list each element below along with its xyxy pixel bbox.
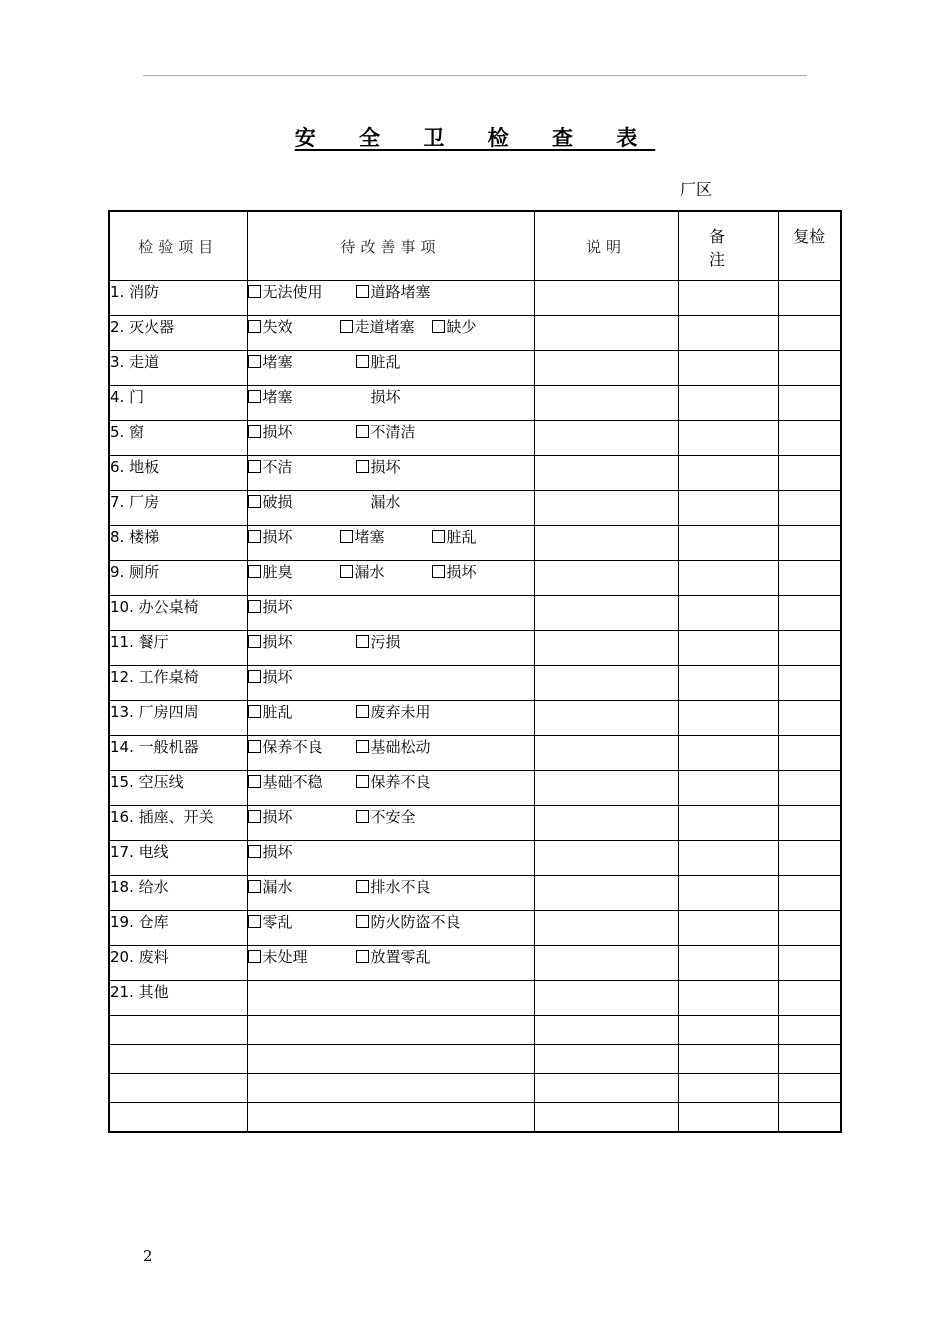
blank-cell[interactable] [247, 1074, 534, 1103]
blank-cell[interactable] [678, 1103, 778, 1133]
issue-label: 漏水 [370, 493, 401, 511]
header-notes: 说明 [534, 211, 678, 281]
issue-label: 损坏 [262, 633, 293, 651]
checkbox[interactable] [356, 635, 369, 648]
remark-cell[interactable] [678, 351, 778, 386]
remark-cell[interactable] [678, 421, 778, 456]
issue-label: 脏臭 [262, 563, 293, 581]
issue-label: 污损 [370, 633, 401, 651]
remark-cell[interactable] [678, 806, 778, 841]
table-row [109, 456, 841, 491]
item-cell: 11. 餐厅 [109, 631, 247, 666]
issue-label: 无法使用 [262, 283, 323, 301]
top-rule [143, 75, 807, 76]
checkbox[interactable] [340, 565, 353, 578]
issue-option [248, 701, 293, 722]
table-row [109, 841, 841, 876]
issue-label: 损坏 [262, 528, 293, 546]
notes-cell[interactable] [534, 631, 678, 666]
remark-cell[interactable] [678, 701, 778, 736]
table-row [109, 421, 841, 456]
notes-cell[interactable] [534, 386, 678, 421]
table-row [109, 526, 841, 561]
issue-label: 损坏 [262, 423, 293, 441]
checkbox[interactable] [248, 285, 261, 298]
blank-cell[interactable] [247, 1103, 534, 1133]
notes-cell[interactable] [534, 456, 678, 491]
issue-label: 破损 [262, 493, 293, 511]
item-cell: 4. 门 [109, 386, 247, 421]
checkbox[interactable] [340, 530, 353, 543]
issue-option [356, 281, 431, 302]
checkbox[interactable] [248, 775, 261, 788]
notes-cell[interactable] [534, 351, 678, 386]
issue-option [356, 946, 431, 967]
item-cell: 10. 办公桌椅 [109, 596, 247, 631]
recheck-cell[interactable] [778, 736, 841, 771]
issue-option [340, 526, 385, 547]
table-row [109, 386, 841, 421]
recheck-cell[interactable] [778, 316, 841, 351]
item-cell: 6. 地板 [109, 456, 247, 491]
recheck-cell[interactable] [778, 911, 841, 946]
blank-row [109, 1074, 841, 1103]
blank-row [109, 1103, 841, 1133]
checkbox[interactable] [340, 320, 353, 333]
checkbox[interactable] [432, 530, 445, 543]
issue-label: 保养不良 [370, 773, 431, 791]
issues-cell [247, 351, 534, 386]
notes-cell[interactable] [534, 981, 678, 1016]
checkbox[interactable] [356, 950, 369, 963]
notes-cell[interactable] [534, 596, 678, 631]
blank-cell[interactable] [534, 1016, 678, 1045]
item-cell: 9. 厕所 [109, 561, 247, 596]
remark-cell[interactable] [678, 841, 778, 876]
issue-option [248, 316, 293, 337]
issue-label: 不洁 [262, 458, 293, 476]
page-title: 安 全 卫 检 查 表 [294, 126, 656, 150]
table-row [109, 666, 841, 701]
issue-option [432, 561, 477, 582]
checkbox[interactable] [248, 740, 261, 753]
issue-label: 道路堵塞 [370, 283, 431, 301]
issue-label: 废弃未用 [370, 703, 431, 721]
blank-row [109, 1016, 841, 1045]
issue-label: 漏水 [354, 563, 385, 581]
checkbox[interactable] [248, 530, 261, 543]
checkbox[interactable] [248, 320, 261, 333]
checkbox[interactable] [432, 320, 445, 333]
item-cell: 13. 厂房四周 [109, 701, 247, 736]
issue-label: 排水不良 [370, 878, 431, 896]
remark-cell[interactable] [678, 491, 778, 526]
blank-cell[interactable] [778, 1016, 841, 1045]
issue-label: 不安全 [370, 808, 416, 826]
table-row [109, 911, 841, 946]
issue-option [356, 771, 431, 792]
recheck-cell[interactable] [778, 351, 841, 386]
blank-cell[interactable] [534, 1103, 678, 1133]
issue-label: 零乱 [262, 913, 293, 931]
checkbox[interactable] [432, 565, 445, 578]
checkbox[interactable] [356, 285, 369, 298]
issue-label: 脏乱 [370, 353, 401, 371]
checkbox[interactable] [248, 810, 261, 823]
blank-cell[interactable] [778, 1045, 841, 1074]
remark-cell[interactable] [678, 666, 778, 701]
issue-option [356, 806, 416, 827]
checkbox[interactable] [356, 425, 369, 438]
issue-label: 保养不良 [262, 738, 323, 756]
remark-cell[interactable] [678, 456, 778, 491]
item-cell: 16. 插座、开关 [109, 806, 247, 841]
checkbox[interactable] [248, 950, 261, 963]
issue-option [356, 351, 401, 372]
recheck-cell[interactable] [778, 561, 841, 596]
recheck-cell[interactable] [778, 946, 841, 981]
recheck-cell[interactable] [778, 421, 841, 456]
issue-label: 漏水 [262, 878, 293, 896]
issue-label: 损坏 [262, 843, 293, 861]
issues-cell [247, 421, 534, 456]
remark-cell[interactable] [678, 596, 778, 631]
checkbox[interactable] [356, 915, 369, 928]
table-row [109, 281, 841, 316]
issue-option [356, 701, 431, 722]
checkbox[interactable] [248, 495, 261, 508]
issue-option [248, 491, 293, 512]
blank-cell[interactable] [109, 1045, 247, 1074]
item-cell: 8. 楼梯 [109, 526, 247, 561]
checkbox[interactable] [356, 355, 369, 368]
checkbox[interactable] [356, 775, 369, 788]
notes-cell[interactable] [534, 561, 678, 596]
issue-option [248, 281, 323, 302]
issues-cell [247, 631, 534, 666]
issue-label: 不清洁 [370, 423, 416, 441]
remark-cell[interactable] [678, 316, 778, 351]
issue-option [432, 316, 477, 337]
notes-cell[interactable] [534, 806, 678, 841]
checkbox[interactable] [356, 740, 369, 753]
issue-label: 损坏 [446, 563, 477, 581]
issue-option [248, 666, 293, 687]
notes-cell[interactable] [534, 911, 678, 946]
table-row [109, 316, 841, 351]
table-row [109, 876, 841, 911]
checkbox[interactable] [248, 425, 261, 438]
issue-label: 损坏 [262, 808, 293, 826]
issue-label: 缺少 [446, 318, 477, 336]
issue-label: 损坏 [262, 598, 293, 616]
item-cell: 2. 灭火器 [109, 316, 247, 351]
checkbox[interactable] [248, 390, 261, 403]
table-row [109, 736, 841, 771]
issues-cell [247, 386, 534, 421]
table-row [109, 701, 841, 736]
table-body [109, 281, 841, 1133]
remark-cell[interactable] [678, 281, 778, 316]
checkbox[interactable] [248, 915, 261, 928]
remark-cell[interactable] [678, 981, 778, 1016]
blank-cell[interactable] [109, 1016, 247, 1045]
issue-label: 失效 [262, 318, 293, 336]
issues-cell [247, 876, 534, 911]
checkbox[interactable] [248, 670, 261, 683]
checkbox[interactable] [248, 565, 261, 578]
issue-label: 堵塞 [262, 353, 293, 371]
table-row [109, 981, 841, 1016]
notes-cell[interactable] [534, 701, 678, 736]
recheck-cell[interactable] [778, 701, 841, 736]
issue-label: 未处理 [262, 948, 308, 966]
issue-option [248, 736, 323, 757]
header-row [109, 211, 841, 281]
blank-cell[interactable] [678, 1074, 778, 1103]
issues-cell [247, 911, 534, 946]
blank-cell[interactable] [678, 1045, 778, 1074]
item-cell: 14. 一般机器 [109, 736, 247, 771]
header-remark: 备 注 [678, 211, 778, 281]
issue-option [248, 841, 293, 862]
blank-cell[interactable] [247, 1045, 534, 1074]
blank-cell[interactable] [109, 1074, 247, 1103]
notes-cell[interactable] [534, 876, 678, 911]
recheck-cell[interactable] [778, 876, 841, 911]
remark-cell[interactable] [678, 526, 778, 561]
issue-option [248, 526, 293, 547]
issues-cell [247, 981, 534, 1016]
blank-row [109, 1045, 841, 1074]
item-cell: 18. 给水 [109, 876, 247, 911]
blank-cell[interactable] [534, 1045, 678, 1074]
recheck-cell[interactable] [778, 386, 841, 421]
notes-cell[interactable] [534, 526, 678, 561]
inspection-table [108, 210, 842, 1133]
blank-cell[interactable] [534, 1074, 678, 1103]
item-cell: 7. 厂房 [109, 491, 247, 526]
issue-label: 基础松动 [370, 738, 431, 756]
recheck-cell[interactable] [778, 666, 841, 701]
table-row [109, 771, 841, 806]
issue-option [248, 946, 308, 967]
notes-cell[interactable] [534, 316, 678, 351]
checkbox[interactable] [248, 845, 261, 858]
recheck-cell[interactable] [778, 981, 841, 1016]
recheck-cell[interactable] [778, 281, 841, 316]
issues-cell [247, 491, 534, 526]
header-item: 检验项目 [109, 211, 247, 281]
table-row [109, 596, 841, 631]
table-row [109, 631, 841, 666]
issue-option [340, 316, 415, 337]
issue-option [248, 631, 293, 652]
notes-cell[interactable] [534, 946, 678, 981]
notes-cell[interactable] [534, 421, 678, 456]
issues-cell [247, 561, 534, 596]
issue-option [356, 421, 416, 442]
issue-option [356, 876, 431, 897]
issue-label: 脏乱 [446, 528, 477, 546]
item-cell: 3. 走道 [109, 351, 247, 386]
issue-option [356, 631, 401, 652]
issue-option [356, 456, 401, 477]
page-number: 2 [143, 1247, 153, 1265]
issues-cell [247, 806, 534, 841]
issue-option [356, 491, 401, 512]
recheck-cell[interactable] [778, 491, 841, 526]
recheck-cell[interactable] [778, 771, 841, 806]
issue-label: 损坏 [370, 458, 401, 476]
issue-label: 堵塞 [354, 528, 385, 546]
checkbox[interactable] [356, 810, 369, 823]
recheck-cell[interactable] [778, 806, 841, 841]
issue-label: 损坏 [262, 668, 293, 686]
issue-option [248, 876, 293, 897]
remark-cell[interactable] [678, 736, 778, 771]
checkbox[interactable] [248, 635, 261, 648]
checkbox[interactable] [356, 705, 369, 718]
notes-cell[interactable] [534, 491, 678, 526]
table-row [109, 561, 841, 596]
notes-cell[interactable] [534, 666, 678, 701]
table-row [109, 946, 841, 981]
header-recheck: 复检 [778, 211, 841, 281]
remark-cell[interactable] [678, 771, 778, 806]
notes-cell[interactable] [534, 281, 678, 316]
recheck-cell[interactable] [778, 596, 841, 631]
item-cell: 12. 工作桌椅 [109, 666, 247, 701]
checkbox[interactable] [356, 460, 369, 473]
issue-option [356, 911, 461, 932]
issue-label: 脏乱 [262, 703, 293, 721]
issue-label: 基础不稳 [262, 773, 323, 791]
issue-option [248, 911, 293, 932]
blank-cell[interactable] [778, 1103, 841, 1133]
recheck-cell[interactable] [778, 841, 841, 876]
issues-cell [247, 736, 534, 771]
item-cell: 21. 其他 [109, 981, 247, 1016]
item-cell: 15. 空压线 [109, 771, 247, 806]
issue-label: 堵塞 [262, 388, 293, 406]
item-cell: 20. 废料 [109, 946, 247, 981]
blank-cell[interactable] [778, 1074, 841, 1103]
checkbox[interactable] [248, 460, 261, 473]
item-cell: 17. 电线 [109, 841, 247, 876]
issues-cell [247, 526, 534, 561]
remark-cell[interactable] [678, 876, 778, 911]
issue-option [356, 386, 401, 407]
issue-label: 走道堵塞 [354, 318, 415, 336]
issues-cell [247, 701, 534, 736]
issue-option [432, 526, 477, 547]
notes-cell[interactable] [534, 736, 678, 771]
issue-label: 损坏 [370, 388, 401, 406]
issues-cell [247, 596, 534, 631]
issue-option [248, 561, 293, 582]
notes-cell[interactable] [534, 841, 678, 876]
issue-option [248, 351, 293, 372]
recheck-cell[interactable] [778, 631, 841, 666]
issue-option [248, 771, 323, 792]
issue-option [248, 806, 293, 827]
issues-cell [247, 666, 534, 701]
issue-option [248, 421, 293, 442]
checkbox[interactable] [356, 880, 369, 893]
remark-cell[interactable] [678, 946, 778, 981]
area-label: 厂区 [680, 180, 713, 199]
issues-cell [247, 281, 534, 316]
table-row [109, 351, 841, 386]
blank-cell[interactable] [247, 1016, 534, 1045]
recheck-cell[interactable] [778, 526, 841, 561]
item-cell: 5. 窗 [109, 421, 247, 456]
issues-cell [247, 456, 534, 491]
issues-cell [247, 841, 534, 876]
issue-option [356, 736, 431, 757]
blank-cell[interactable] [678, 1016, 778, 1045]
notes-cell[interactable] [534, 771, 678, 806]
remark-cell[interactable] [678, 631, 778, 666]
item-cell: 1. 消防 [109, 281, 247, 316]
checkbox[interactable] [248, 355, 261, 368]
issues-cell [247, 316, 534, 351]
table-row [109, 806, 841, 841]
blank-cell[interactable] [109, 1103, 247, 1133]
remark-cell[interactable] [678, 386, 778, 421]
checkbox[interactable] [248, 705, 261, 718]
issues-cell [247, 946, 534, 981]
issues-cell [247, 771, 534, 806]
checkbox[interactable] [248, 600, 261, 613]
table-row [109, 491, 841, 526]
checkbox[interactable] [248, 880, 261, 893]
issue-label: 防火防盗不良 [370, 913, 461, 931]
header-issues: 待改善事项 [247, 211, 534, 281]
issue-option [340, 561, 385, 582]
issue-option [248, 386, 293, 407]
recheck-cell[interactable] [778, 456, 841, 491]
remark-cell[interactable] [678, 911, 778, 946]
issue-option [248, 456, 293, 477]
remark-cell[interactable] [678, 561, 778, 596]
issue-option [248, 596, 293, 617]
item-cell: 19. 仓库 [109, 911, 247, 946]
issue-label: 放置零乱 [370, 948, 431, 966]
